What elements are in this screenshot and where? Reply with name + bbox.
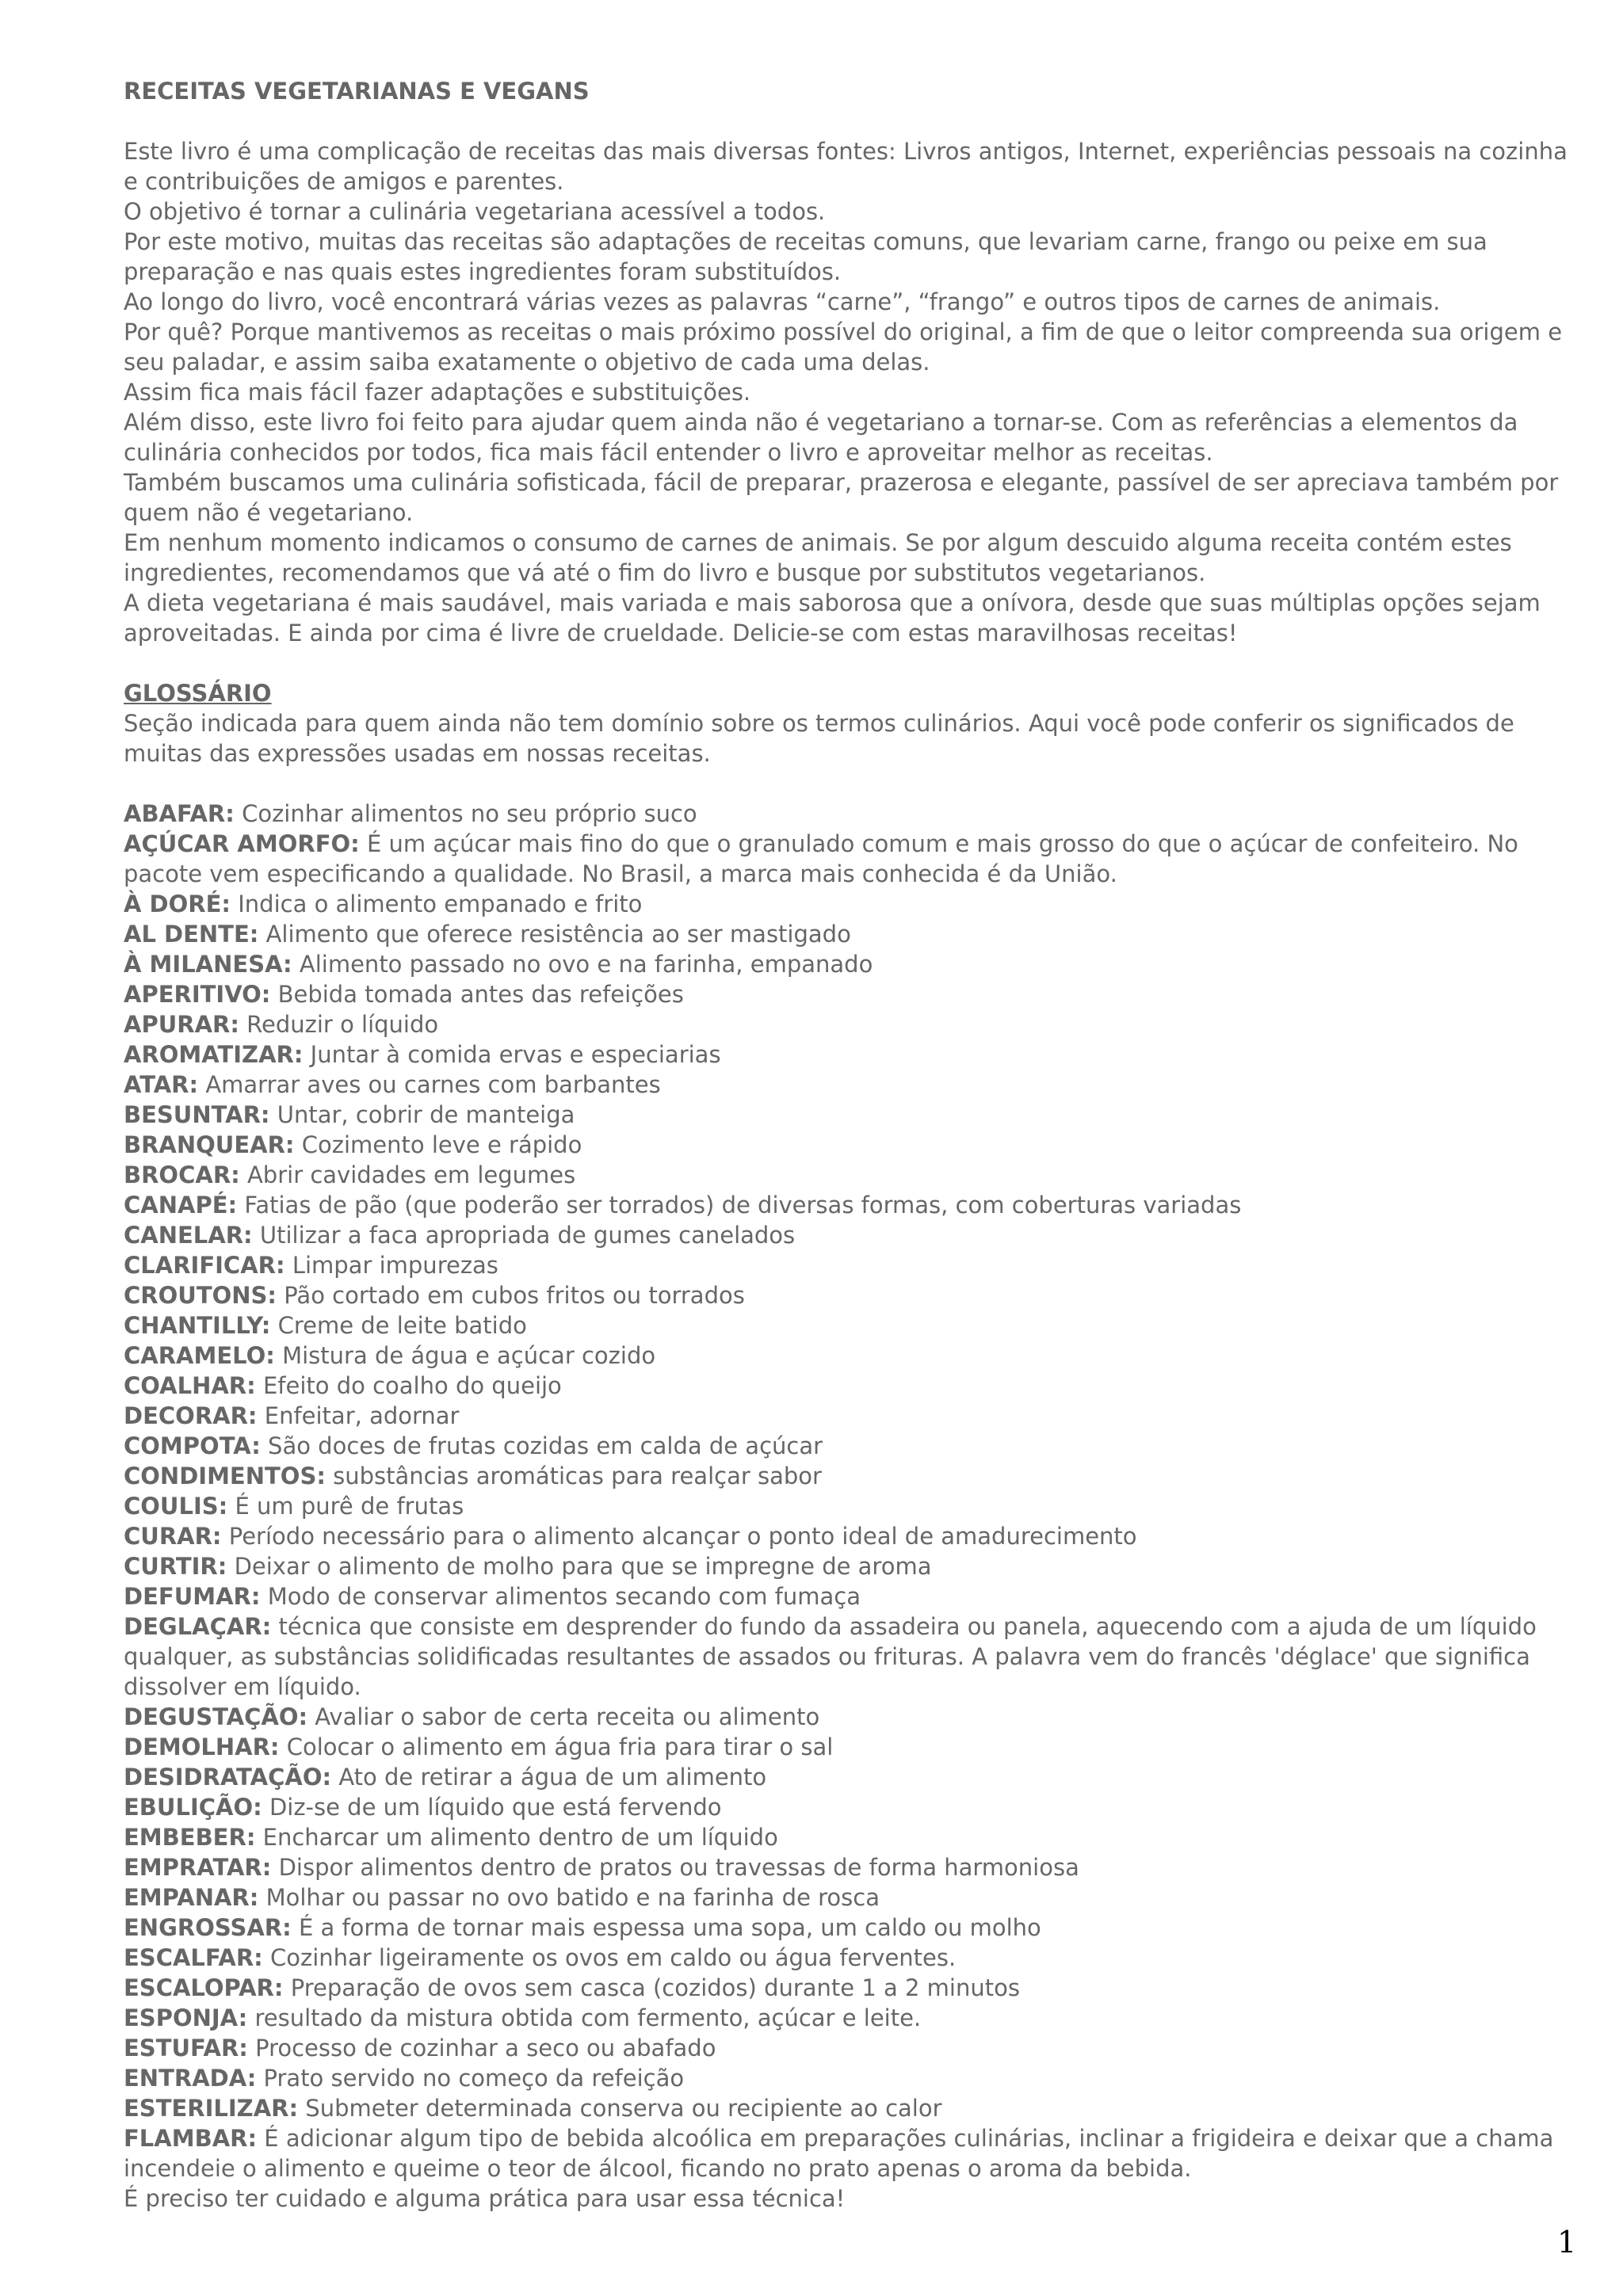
glossary-definition: Alimento passado no ovo e na farinha, empanado [299, 951, 873, 978]
glossary-term: COMPOTA: [124, 1432, 261, 1459]
intro-paragraph: Por este motivo, muitas das receitas são adaptações de receitas comuns, que levariam carne, frango ou peixe em sua preparação e nas quais estes ingredientes foram substituídos. [124, 228, 1487, 285]
intro-paragraph: Em nenhum momento indicamos o consumo de carnes de animais. Se por algum descuido alguma receita contém estes ingredientes, recomendamos que vá até o fim do livro e busque por substitutos vegetarianos. [124, 529, 1512, 586]
glossary-definition: Amarrar aves ou carnes com barbantes [205, 1071, 661, 1098]
glossary-term: À MILANESA: [124, 951, 292, 978]
glossary-definition: Abrir cavidades em legumes [246, 1161, 576, 1188]
glossary-definition: Avaliar o sabor de certa receita ou alimento [315, 1703, 820, 1730]
glossary-term: ESPONJA: [124, 2004, 248, 2031]
glossary-definition: Utilizar a faca apropriada de gumes canelados [259, 1222, 796, 1249]
spacer [124, 106, 1582, 136]
glossary-term: BRANQUEAR: [124, 1131, 295, 1158]
glossary-definition: Cozimento leve e rápido [301, 1131, 582, 1158]
glossary-term: CHANTILLY: [124, 1312, 271, 1339]
glossary-definition: técnica que consiste em desprender do fundo da assadeira ou panela, aquecendo com a ajuda de um líquido qualquer, as substâncias solidificadas resultantes de assados ou frituras. A palavra vem do francês 'déglace' que significa dissolver em líquido. [124, 1613, 1537, 1700]
glossary-entry [124, 2123, 1582, 2183]
glossary-entry [124, 1100, 1582, 1130]
intro-section [124, 136, 1582, 648]
glossary-definition: Prato servido no começo da refeição [263, 2065, 685, 2092]
glossary-definition: Bebida tomada antes das refeições [277, 981, 684, 1008]
glossary-entry [124, 1762, 1582, 1792]
glossary-definition: Preparação de ovos sem casca (cozidos) durante 1 a 2 minutos [290, 1974, 1020, 2001]
intro-paragraph: A dieta vegetariana é mais saudável, mais variada e mais saborosa que a onívora, desde que suas múltiplas opções sejam aproveitadas. E ainda por cima é livre de crueldade. Delicie-se com estas maravilhosas receitas! [124, 589, 1541, 646]
glossary-term: CARAMELO: [124, 1342, 275, 1369]
glossary-entry [124, 1581, 1582, 1611]
glossary-entry [124, 799, 1582, 829]
glossary-definition: Dispor alimentos dentro de pratos ou travessas de forma harmoniosa [278, 1854, 1079, 1881]
glossary-section [124, 678, 1582, 2214]
glossary-definition: Indica o alimento empanado e frito [238, 891, 643, 917]
glossary-definition: É um purê de frutas [235, 1493, 464, 1520]
glossary-entry [124, 1039, 1582, 1070]
glossary-entry [124, 2033, 1582, 2063]
glossary-term: BROCAR: [124, 1161, 240, 1188]
glossary-definition: Diz-se de um líquido que está fervendo [269, 1794, 722, 1821]
glossary-term: CURTIR: [124, 1553, 227, 1580]
glossary-term: DEFUMAR: [124, 1583, 261, 1610]
glossary-entry [124, 1160, 1582, 1190]
glossary-entry [124, 1973, 1582, 2003]
glossary-definition: Fatias de pão (que poderão ser torrados) de diversas formas, com coberturas variadas [244, 1192, 1242, 1219]
glossary-term: CONDIMENTOS: [124, 1463, 326, 1489]
glossary-term: DEMOLHAR: [124, 1733, 280, 1760]
spacer [124, 648, 1582, 678]
glossary-term: À DORÉ: [124, 891, 231, 917]
glossary-definition: Juntar à comida ervas e especiarias [310, 1041, 721, 1068]
glossary-definition: Encharcar um alimento dentro de um líquido [262, 1824, 778, 1851]
glossary-term: BESUNTAR: [124, 1101, 270, 1128]
glossary-closing-note: É preciso ter cuidado e alguma prática para usar essa técnica! [124, 2185, 846, 2212]
glossary-definition: resultado da mistura obtida com fermento, açúcar e leite. [254, 2004, 922, 2031]
glossary-definition: Reduzir o líquido [246, 1011, 439, 1038]
intro-paragraph: Também buscamos uma culinária sofisticada, fácil de preparar, prazerosa e elegante, passível de ser apreciava também por quem não é vegetariano. [124, 469, 1559, 526]
glossary-term: ESCALFAR: [124, 1944, 263, 1971]
glossary-entry [124, 1070, 1582, 1100]
glossary-term: EMPANAR: [124, 1884, 259, 1911]
glossary-entry [124, 1882, 1582, 1913]
glossary-term: DEGUSTAÇÃO: [124, 1703, 308, 1730]
glossary-term: CLARIFICAR: [124, 1252, 285, 1279]
glossary-definition: Mistura de água e açúcar cozido [282, 1342, 656, 1369]
glossary-entry [124, 979, 1582, 1009]
glossary-entry [124, 1702, 1582, 1732]
glossary-term: CANAPÉ: [124, 1192, 238, 1219]
intro-paragraph: Assim fica mais fácil fazer adaptações e substituições. [124, 379, 751, 406]
glossary-entry [124, 1732, 1582, 1762]
glossary-term: EBULIÇÃO: [124, 1794, 262, 1821]
glossary-term: CANELAR: [124, 1222, 253, 1249]
glossary-entry [124, 1551, 1582, 1581]
glossary-definition: Untar, cobrir de manteiga [277, 1101, 575, 1128]
glossary-entry [124, 2063, 1582, 2093]
glossary-term: CROUTONS: [124, 1282, 277, 1309]
glossary-term: ESTERILIZAR: [124, 2095, 299, 2122]
glossary-entry [124, 2093, 1582, 2123]
glossary-entry [124, 1913, 1582, 1943]
glossary-term: EMBEBER: [124, 1824, 256, 1851]
glossary-definition: Cozinhar alimentos no seu próprio suco [242, 800, 697, 827]
glossary-term: AÇÚCAR AMORFO: [124, 830, 360, 857]
glossary-definition: Cozinhar ligeiramente os ovos em caldo ou água ferventes. [269, 1944, 957, 1971]
glossary-heading: GLOSSÁRIO [124, 680, 272, 707]
glossary-definition: Pão cortado em cubos fritos ou torrados [284, 1282, 745, 1309]
glossary-term: ENTRADA: [124, 2065, 257, 2092]
glossary-entry [124, 1792, 1582, 1822]
glossary-definition: É a forma de tornar mais espessa uma sopa, um caldo ou molho [298, 1914, 1041, 1941]
page-content [124, 76, 1582, 2214]
glossary-term: ENGROSSAR: [124, 1914, 292, 1941]
glossary-definition: Ato de retirar a água de um alimento [338, 1764, 767, 1791]
glossary-entry [124, 1431, 1582, 1461]
glossary-definition: São doces de frutas cozidas em calda de açúcar [268, 1432, 823, 1459]
intro-paragraph: Além disso, este livro foi feito para ajudar quem ainda não é vegetariano a tornar-se. Com as referências a elementos da culinária conhecidos por todos, fica mais fácil entender o livro e aproveitar melhor as receitas. [124, 409, 1518, 466]
glossary-definition: Creme de leite batido [277, 1312, 527, 1339]
glossary-term: DESIDRATAÇÃO: [124, 1764, 332, 1791]
glossary-definition: Modo de conservar alimentos secando com fumaça [267, 1583, 861, 1610]
glossary-entry [124, 1130, 1582, 1160]
glossary-entry [124, 1190, 1582, 1220]
glossary-entry [124, 949, 1582, 979]
glossary-term: FLAMBAR: [124, 2125, 258, 2152]
glossary-definition: Período necessário para o alimento alcançar o ponto ideal de amadurecimento [228, 1523, 1137, 1550]
glossary-term: DECORAR: [124, 1402, 258, 1429]
document-title: RECEITAS VEGETARIANAS E VEGANS [124, 78, 590, 105]
intro-paragraph: O objetivo é tornar a culinária vegetariana acessível a todos. [124, 198, 826, 225]
glossary-definition: Submeter determinada conserva ou recipiente ao calor [305, 2095, 942, 2122]
glossary-definition: Processo de cozinhar a seco ou abafado [255, 2035, 716, 2061]
glossary-entry [124, 829, 1582, 889]
glossary-definition: Limpar impurezas [292, 1252, 498, 1279]
glossary-definition: Alimento que oferece resistência ao ser mastigado [265, 921, 851, 948]
glossary-term: APURAR: [124, 1011, 239, 1038]
glossary-entry [124, 889, 1582, 919]
glossary-entry [124, 1009, 1582, 1039]
glossary-entry [124, 1611, 1582, 1702]
glossary-entry [124, 1491, 1582, 1521]
glossary-term: COULIS: [124, 1493, 228, 1520]
glossary-entry [124, 1461, 1582, 1491]
spacer [124, 769, 1582, 799]
glossary-entry [124, 2003, 1582, 2033]
glossary-term: EMPRATAR: [124, 1854, 272, 1881]
glossary-term: AL DENTE: [124, 921, 259, 948]
glossary-term: COALHAR: [124, 1372, 256, 1399]
glossary-entry [124, 1250, 1582, 1280]
intro-paragraph: Ao longo do livro, você encontrará várias vezes as palavras “carne”, “frango” e outros tipos de carnes de animais. [124, 288, 1441, 315]
glossary-term: APERITIVO: [124, 981, 271, 1008]
glossary-term: ATAR: [124, 1071, 199, 1098]
glossary-term: ESCALOPAR: [124, 1974, 284, 2001]
glossary-term: AROMATIZAR: [124, 1041, 304, 1068]
glossary-entry [124, 1341, 1582, 1371]
glossary-definition: Deixar o alimento de molho para que se impregne de aroma [234, 1553, 932, 1580]
glossary-definition: Enfeitar, adornar [264, 1402, 460, 1429]
glossary-entry [124, 1310, 1582, 1341]
glossary-entry [124, 1521, 1582, 1551]
glossary-definition: Efeito do coalho do queijo [262, 1372, 562, 1399]
glossary-term: CURAR: [124, 1523, 222, 1550]
intro-paragraph: Por quê? Porque mantivemos as receitas o mais próximo possível do original, a fim de que o leitor compreenda sua origem e seu paladar, e assim saiba exatamente o objetivo de cada uma delas. [124, 318, 1563, 376]
glossary-entry [124, 1822, 1582, 1852]
glossary-entry [124, 919, 1582, 949]
glossary-definition: É um açúcar mais fino do que o granulado comum e mais grosso do que o açúcar de confeiteiro. No pacote vem especificando a qualidade. No Brasil, a marca mais conhecida é da União. [124, 830, 1518, 887]
glossary-entry [124, 1401, 1582, 1431]
glossary-definition: Molhar ou passar no ovo batido e na farinha de rosca [265, 1884, 880, 1911]
glossary-definition: É adicionar algum tipo de bebida alcoólica em preparações culinárias, inclinar a frigideira e deixar que a chama incendeie o alimento e queime o teor de álcool, ficando no prato apenas o aroma da bebida. [124, 2125, 1554, 2182]
glossary-description: Seção indicada para quem ainda não tem domínio sobre os termos culinários. Aqui você pode conferir os significados de muitas das expressões usadas em nossas receitas. [124, 710, 1514, 767]
glossary-term: DEGLAÇAR: [124, 1613, 272, 1640]
glossary-entries [124, 799, 1582, 2183]
glossary-entry [124, 1371, 1582, 1401]
page-number: 1 [1557, 2225, 1577, 2260]
glossary-term: ABAFAR: [124, 800, 235, 827]
glossary-entry [124, 1943, 1582, 1973]
glossary-entry [124, 1220, 1582, 1250]
intro-paragraph: Este livro é uma complicação de receitas das mais diversas fontes: Livros antigos, Internet, experiências pessoais na cozinha e contribuições de amigos e parentes. [124, 138, 1568, 195]
glossary-definition: substâncias aromáticas para realçar sabor [333, 1463, 822, 1489]
glossary-entry [124, 1852, 1582, 1882]
glossary-definition: Colocar o alimento em água fria para tirar o sal [286, 1733, 834, 1760]
glossary-entry [124, 1280, 1582, 1310]
glossary-term: ESTUFAR: [124, 2035, 248, 2061]
